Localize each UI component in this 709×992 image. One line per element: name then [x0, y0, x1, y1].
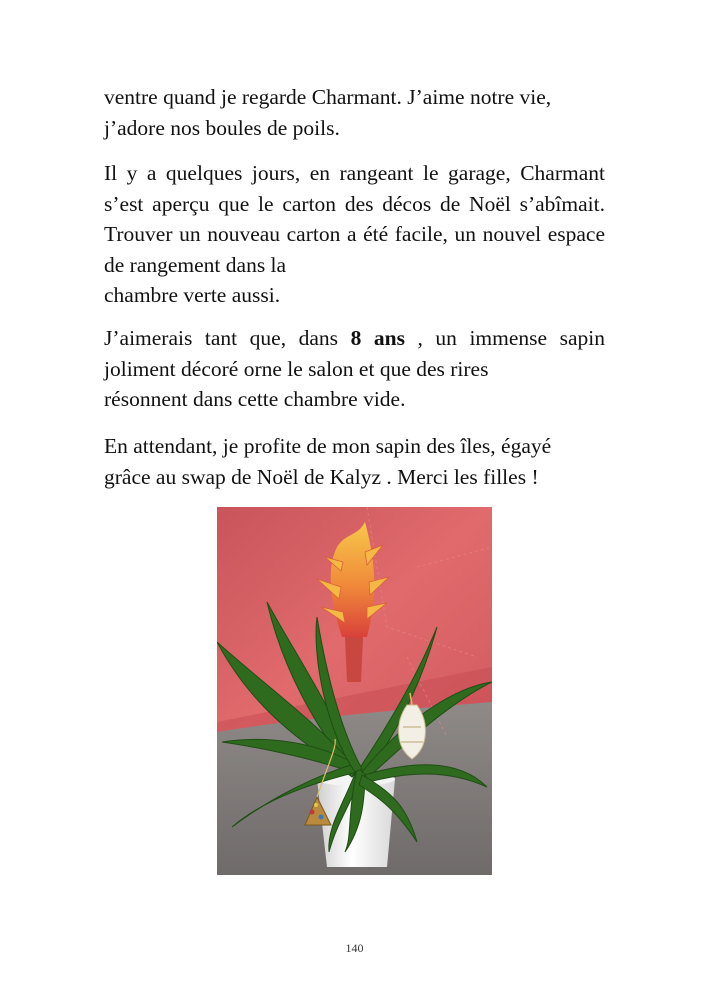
paragraph-4-text: En attendant, je profite de mon sapin des îles, égayé	[104, 434, 552, 458]
paragraph-3-text-before: J’aimerais tant que, dans	[104, 326, 351, 350]
paragraph-2	[104, 158, 605, 311]
bromeliad-photo	[217, 507, 492, 875]
paragraph-3-last-line: résonnent dans cette chambre vide.	[104, 387, 406, 411]
paragraph-1	[104, 82, 605, 143]
paragraph-3-text-after: , un immense sapin joliment décoré orne le salon et que des rires	[104, 326, 605, 381]
page-number: 140	[345, 941, 364, 955]
paragraph-2-last-line: chambre verte aussi.	[104, 283, 281, 307]
paragraph-2-text: Il y a quelques jours, en rangeant le garage, Charmant s’est aperçu que le carton des décos de Noël s’abîmait. Trouver un nouveau carton a été facile, un nouvel espace de rangement dans la	[104, 161, 605, 277]
paragraph-4	[104, 431, 605, 492]
paragraph-1-text: ventre quand je regarde Charmant. J’aime notre vie,	[104, 85, 552, 109]
paragraph-4-last-line: grâce au swap de Noël de Kalyz . Merci les filles !	[104, 464, 539, 489]
paragraph-3	[104, 323, 605, 415]
paragraph-3-emphasis: 8 ans	[350, 326, 405, 350]
paragraph-1-last-line: j’adore nos boules de poils.	[104, 115, 340, 140]
